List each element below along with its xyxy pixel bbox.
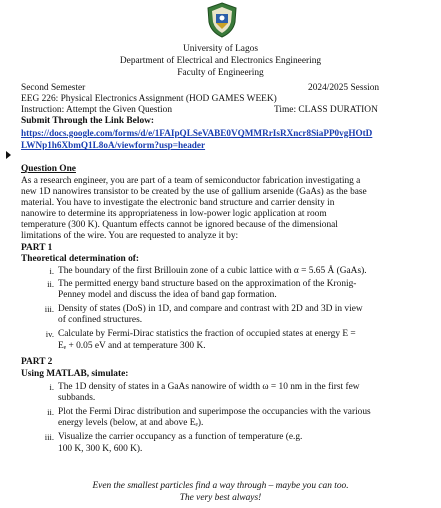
part1-item-1: The boundary of the first Brillouin zone of a cubic lattice with α = 5.65 Å (GaAs).: [58, 266, 367, 276]
department-name: Department of Electrical and Electronics Engineering: [119, 56, 322, 66]
intro-line: material. You have to investigate the electronic band structure and carrier density in: [21, 198, 335, 208]
list-number: i.: [49, 266, 54, 276]
part1-item-2-line-2: Penney model and discuss the idea of band gap formation.: [58, 290, 277, 300]
university-crest-logo: [206, 2, 238, 38]
semester-label: Second Semester: [21, 83, 86, 93]
faculty-name: Faculty of Engineering: [177, 68, 264, 78]
list-number: ii.: [47, 407, 54, 417]
part2-subheading: Using MATLAB, simulate:: [21, 369, 129, 379]
part2-item-3-line-2: 100 K, 300 K, 600 K).: [58, 444, 143, 454]
intro-line: temperature (300 K). Quantum effects cannot be ignored because of the dimensional: [21, 220, 338, 230]
part1-subheading: Theoretical determination of:: [21, 254, 140, 264]
instruction-row: [21, 105, 426, 116]
part2-item-1-line-1: The 1D density of states in a GaAs nanowire of width ω = 10 nm in the first few: [58, 382, 360, 392]
question-heading: Question One: [21, 164, 76, 174]
intro-line: limitations of the wire. You are requested to analyze it by:: [21, 231, 239, 241]
session-label: 2024/2025 Session: [308, 83, 380, 93]
course-title: EEG 226: Physical Electronics Assignment (HOD GAMES WEEK): [21, 94, 277, 104]
part1-item-3-line-2: of confined structures.: [58, 315, 143, 325]
semester-row: [21, 83, 426, 94]
intro-line: As a research engineer, you are part of a team of semiconductor fabrication investigating a: [21, 176, 361, 186]
part1-item-4-line-2: Eₑ + 0.05 eV and at temperature 300 K.: [58, 341, 206, 351]
time-label: Time: CLASS DURATION: [274, 105, 378, 115]
part2-item-2-line-1: Plot the Fermi Dirac distribution and superimpose the occupancies with the various: [58, 407, 371, 417]
intro-line: nanowire to determine its appropriateness in low-power logic application at room: [21, 209, 327, 219]
list-number: i.: [49, 382, 54, 392]
part2-item-2-line-2: energy levels (below, at and above Eₑ).: [58, 418, 204, 428]
intro-line: new 1D nanowires transistor to be created by the use of gallium arsenide (GaAs) as the base: [21, 187, 367, 197]
list-number: ii.: [47, 279, 54, 289]
collapse-arrow-icon[interactable]: [6, 151, 11, 159]
list-number: iii.: [44, 304, 54, 314]
part2-heading: PART 2: [21, 357, 53, 367]
closing-quote: Even the smallest particles find a way through – maybe you can too.: [92, 481, 349, 491]
part1-item-4-line-1: Calculate by Fermi-Dirac statistics the fraction of occupied states at energy E =: [58, 329, 356, 339]
submit-heading: Submit Through the Link Below:: [21, 116, 155, 126]
closing-signoff: The very best always!: [179, 493, 262, 503]
part2-item-1-line-2: subbands.: [58, 393, 96, 403]
form-link-line-2[interactable]: LWNp1h6XbmQ1L8oA/viewform?usp=header: [21, 140, 206, 150]
part1-item-3-line-1: Density of states (DoS) in 1D, and compare and contrast with 2D and 3D in view: [58, 304, 363, 314]
university-name: University of Lagos: [183, 44, 258, 54]
instruction-label: Instruction: Attempt the Given Question: [21, 105, 173, 115]
list-number: iii.: [44, 432, 54, 442]
part1-heading: PART 1: [21, 243, 53, 253]
part1-item-2-line-1: The permitted energy band structure based on the approximation of the Kronig-: [58, 279, 357, 289]
list-number: iv.: [45, 329, 54, 339]
part2-item-3-line-1: Visualize the carrier occupancy as a function of temperature (e.g.: [58, 432, 303, 442]
form-link-line-1[interactable]: https://docs.google.com/forms/d/e/1FAIpQLSeVABE0VQMMRrIsRXncr8SiaPP0vgHOtD: [21, 128, 373, 138]
